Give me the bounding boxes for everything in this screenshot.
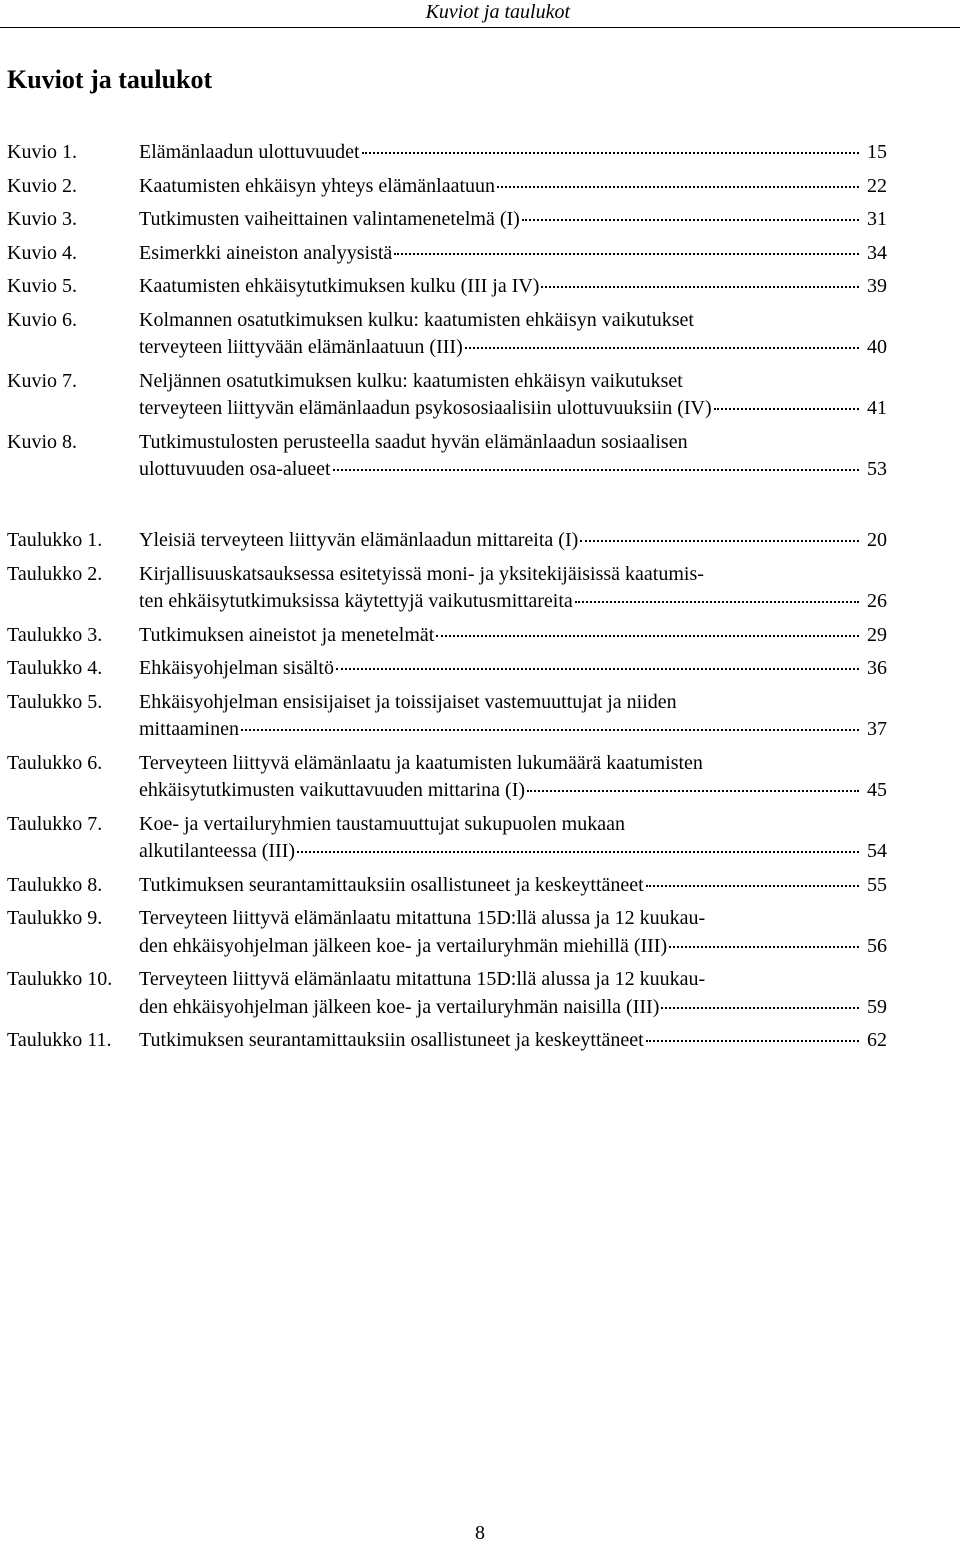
entry-title-line xyxy=(139,1027,887,1055)
entry-label: Kuvio 4. xyxy=(7,241,77,264)
running-header: Kuviot ja taulukot xyxy=(425,1,570,23)
entry-title-line xyxy=(139,689,887,717)
entry-title-text: Koe- ja vertailuryhmien taustamuuttujat sukupuolen mukaan xyxy=(139,812,625,835)
entry-page-number: 36 xyxy=(867,657,887,679)
dot-leader xyxy=(522,218,859,221)
entry-page-number: 37 xyxy=(867,718,887,740)
entry-page-number: 41 xyxy=(867,397,887,419)
dot-leader xyxy=(580,539,859,542)
dot-leader xyxy=(661,1006,859,1009)
table-entry[interactable] xyxy=(0,561,960,616)
entry-title-line xyxy=(139,334,887,362)
table-entry[interactable] xyxy=(0,872,960,900)
entry-page-number: 34 xyxy=(867,241,887,264)
entry-title-text: Kaatumisten ehkäisytutkimuksen kulku (III ja IV) xyxy=(139,275,540,297)
entry-page-number: 31 xyxy=(867,208,887,230)
dot-leader xyxy=(241,728,859,731)
dot-leader xyxy=(394,252,859,255)
entry-title-line xyxy=(139,240,887,268)
dot-leader xyxy=(436,634,859,637)
header-rule xyxy=(0,27,960,28)
entry-page-number: 59 xyxy=(867,995,887,1018)
entry-label: Taulukko 6. xyxy=(7,751,103,774)
entry-label: Kuvio 3. xyxy=(7,208,77,230)
entry-title-line xyxy=(139,655,887,683)
entry-body xyxy=(139,307,887,362)
entry-title-line xyxy=(139,139,887,167)
page-title: Kuviot ja taulukot xyxy=(7,65,213,94)
entry-title-line xyxy=(139,994,887,1022)
dot-leader xyxy=(669,945,859,948)
figure-entry[interactable] xyxy=(0,307,960,362)
entry-body xyxy=(139,811,887,866)
table-entry[interactable] xyxy=(0,905,960,960)
entry-title-text: terveyteen liittyvään elämänlaatuun (III) xyxy=(139,336,463,358)
table-entry[interactable] xyxy=(0,966,960,1021)
entry-body xyxy=(139,206,887,234)
entry-title-line xyxy=(139,456,887,484)
entry-title-text: den ehkäisyohjelman jälkeen koe- ja vertailuryhmän naisilla (III) xyxy=(139,995,660,1018)
dot-leader xyxy=(527,789,859,792)
entry-body xyxy=(139,173,887,201)
dot-leader xyxy=(714,407,859,410)
dot-leader xyxy=(362,151,860,154)
entry-label: Taulukko 2. xyxy=(7,562,103,585)
table-entry[interactable] xyxy=(0,527,960,555)
entry-body xyxy=(139,966,887,1021)
entry-label: Kuvio 2. xyxy=(7,174,77,197)
entry-title-text: Kirjallisuuskatsauksessa esitetyissä moni- ja yksitekijäisissä kaatumis- xyxy=(139,562,704,585)
figure-entry[interactable] xyxy=(0,173,960,201)
entry-page-number: 22 xyxy=(867,174,887,197)
figure-entry[interactable] xyxy=(0,273,960,301)
dot-leader xyxy=(646,1039,859,1042)
entry-title-text: Ehkäisyohjelman ensisijaiset ja toissijaiset vastemuuttujat ja niiden xyxy=(139,690,677,713)
entry-label: Kuvio 8. xyxy=(7,430,77,453)
entry-label: Taulukko 11. xyxy=(7,1029,112,1051)
entry-body xyxy=(139,872,887,900)
entry-title-text: Kaatumisten ehkäisyn yhteys elämänlaatuun xyxy=(139,174,496,197)
entry-label: Kuvio 5. xyxy=(7,275,77,297)
entry-body xyxy=(139,905,887,960)
entry-title-text: ulottuvuuden osa-alueet xyxy=(139,458,331,480)
figure-entry[interactable] xyxy=(0,429,960,484)
entry-page-number: 39 xyxy=(867,275,887,297)
entry-title-line xyxy=(139,588,887,616)
entry-title-text: Tutkimuksen aineistot ja menetelmät xyxy=(139,623,435,646)
dot-leader xyxy=(336,667,859,670)
dot-leader xyxy=(575,600,859,603)
entry-body xyxy=(139,1027,887,1055)
entry-title-text: Terveyteen liittyvä elämänlaatu mitattuna 15D:llä alussa ja 12 kuukau- xyxy=(139,907,706,929)
entry-label: Taulukko 1. xyxy=(7,529,103,551)
entry-title-line xyxy=(139,307,887,335)
entry-title-line xyxy=(139,750,887,778)
entry-body xyxy=(139,240,887,268)
entry-title-text: Tutkimustulosten perusteella saadut hyvän elämänlaadun sosiaalisen xyxy=(139,430,688,453)
entry-body xyxy=(139,750,887,805)
entry-body xyxy=(139,622,887,650)
entry-label: Kuvio 1. xyxy=(7,141,77,163)
entry-title-line xyxy=(139,206,887,234)
table-entry[interactable] xyxy=(0,655,960,683)
entry-title-line xyxy=(139,905,887,933)
figure-entry[interactable] xyxy=(0,206,960,234)
entry-label: Taulukko 3. xyxy=(7,623,103,646)
entry-body xyxy=(139,655,887,683)
entry-title-line xyxy=(139,173,887,201)
figure-entry[interactable] xyxy=(0,368,960,423)
entry-label: Kuvio 6. xyxy=(7,308,77,331)
page-number: 8 xyxy=(475,1522,485,1544)
entry-page-number: 26 xyxy=(867,590,887,612)
entry-title-text: Tutkimuksen seurantamittauksiin osallistuneet ja keskeyttäneet xyxy=(139,873,644,896)
entry-body xyxy=(139,273,887,301)
table-entry[interactable] xyxy=(0,689,960,744)
entry-title-line xyxy=(139,933,887,961)
entry-title-line xyxy=(139,429,887,457)
entry-title-line xyxy=(139,368,887,396)
entry-title-line xyxy=(139,838,887,866)
entry-page-number: 29 xyxy=(867,623,887,646)
entry-title-line xyxy=(139,561,887,589)
entry-title-line xyxy=(139,872,887,900)
dot-leader xyxy=(297,850,859,853)
entry-page-number: 20 xyxy=(867,529,887,551)
table-entry[interactable] xyxy=(0,1027,960,1055)
entry-title-text: Tutkimuksen seurantamittauksiin osallistuneet ja keskeyttäneet xyxy=(139,1029,644,1051)
entry-title-text: mittaaminen xyxy=(139,718,239,740)
entry-title-line xyxy=(139,622,887,650)
entry-title-text: alkutilanteessa (III) xyxy=(139,840,296,862)
entry-title-text: Yleisiä terveyteen liittyvän elämänlaadun mittareita (I) xyxy=(139,529,579,551)
entry-title-line xyxy=(139,527,887,555)
entry-title-text: Terveyteen liittyvä elämänlaatu mitattuna 15D:llä alussa ja 12 kuukau- xyxy=(139,968,706,990)
entry-label: Taulukko 7. xyxy=(7,812,103,835)
entry-page-number: 56 xyxy=(867,934,887,957)
table-entry[interactable] xyxy=(0,750,960,805)
entry-title-line xyxy=(139,273,887,301)
entry-title-text: Kolmannen osatutkimuksen kulku: kaatumisten ehkäisyn vaikutukset xyxy=(139,308,694,331)
entry-label: Taulukko 10. xyxy=(7,968,113,990)
table-entry[interactable] xyxy=(0,811,960,866)
entry-title-line xyxy=(139,811,887,839)
dot-leader xyxy=(497,185,859,188)
entry-page-number: 62 xyxy=(867,1029,887,1051)
entry-title-text: den ehkäisyohjelman jälkeen koe- ja vertailuryhmän miehillä (III) xyxy=(139,934,668,957)
entry-label: Taulukko 5. xyxy=(7,690,103,713)
entry-page-number: 40 xyxy=(867,336,887,358)
entry-title-text: Terveyteen liittyvä elämänlaatu ja kaatumisten lukumäärä kaatumisten xyxy=(139,751,703,774)
entry-title-text: Esimerkki aineiston analyysistä xyxy=(139,241,393,264)
entry-body xyxy=(139,527,887,555)
entry-label: Taulukko 9. xyxy=(7,907,103,929)
entry-title-line xyxy=(139,777,887,805)
list-of-tables xyxy=(0,527,960,1061)
entry-label: Taulukko 4. xyxy=(7,657,103,679)
entry-label: Kuvio 7. xyxy=(7,369,77,392)
list-of-figures xyxy=(0,139,960,490)
entry-page-number: 55 xyxy=(867,873,887,896)
entry-title-line xyxy=(139,395,887,423)
entry-title-text: ehkäisytutkimusten vaikuttavuuden mittarina (I) xyxy=(139,779,526,801)
entry-label: Taulukko 8. xyxy=(7,873,103,896)
dot-leader xyxy=(465,346,859,349)
dot-leader xyxy=(541,285,859,288)
figure-entry[interactable] xyxy=(0,139,960,167)
entry-title-text: Elämänlaadun ulottuvuudet xyxy=(139,141,360,163)
table-entry[interactable] xyxy=(0,622,960,650)
entry-page-number: 54 xyxy=(867,840,887,862)
entry-page-number: 53 xyxy=(867,458,887,480)
entry-page-number: 45 xyxy=(867,779,887,801)
entry-title-text: Neljännen osatutkimuksen kulku: kaatumisten ehkäisyn vaikutukset xyxy=(139,369,683,392)
entry-body xyxy=(139,561,887,616)
entry-body xyxy=(139,368,887,423)
entry-title-text: Tutkimusten vaiheittainen valintamenetelmä (I) xyxy=(139,208,520,230)
entry-title-line xyxy=(139,966,887,994)
entry-title-line xyxy=(139,716,887,744)
dot-leader xyxy=(333,468,859,471)
entry-body xyxy=(139,429,887,484)
figure-entry[interactable] xyxy=(0,240,960,268)
entry-body xyxy=(139,139,887,167)
entry-page-number: 15 xyxy=(867,141,887,163)
entry-title-text: terveyteen liittyvän elämänlaadun psykososiaalisiin ulottuvuuksiin (IV) xyxy=(139,397,712,419)
dot-leader xyxy=(646,884,859,887)
entry-title-text: Ehkäisyohjelman sisältö xyxy=(139,657,334,679)
entry-title-text: ten ehkäisytutkimuksissa käytettyjä vaikutusmittareita xyxy=(139,590,573,612)
entry-body xyxy=(139,689,887,744)
